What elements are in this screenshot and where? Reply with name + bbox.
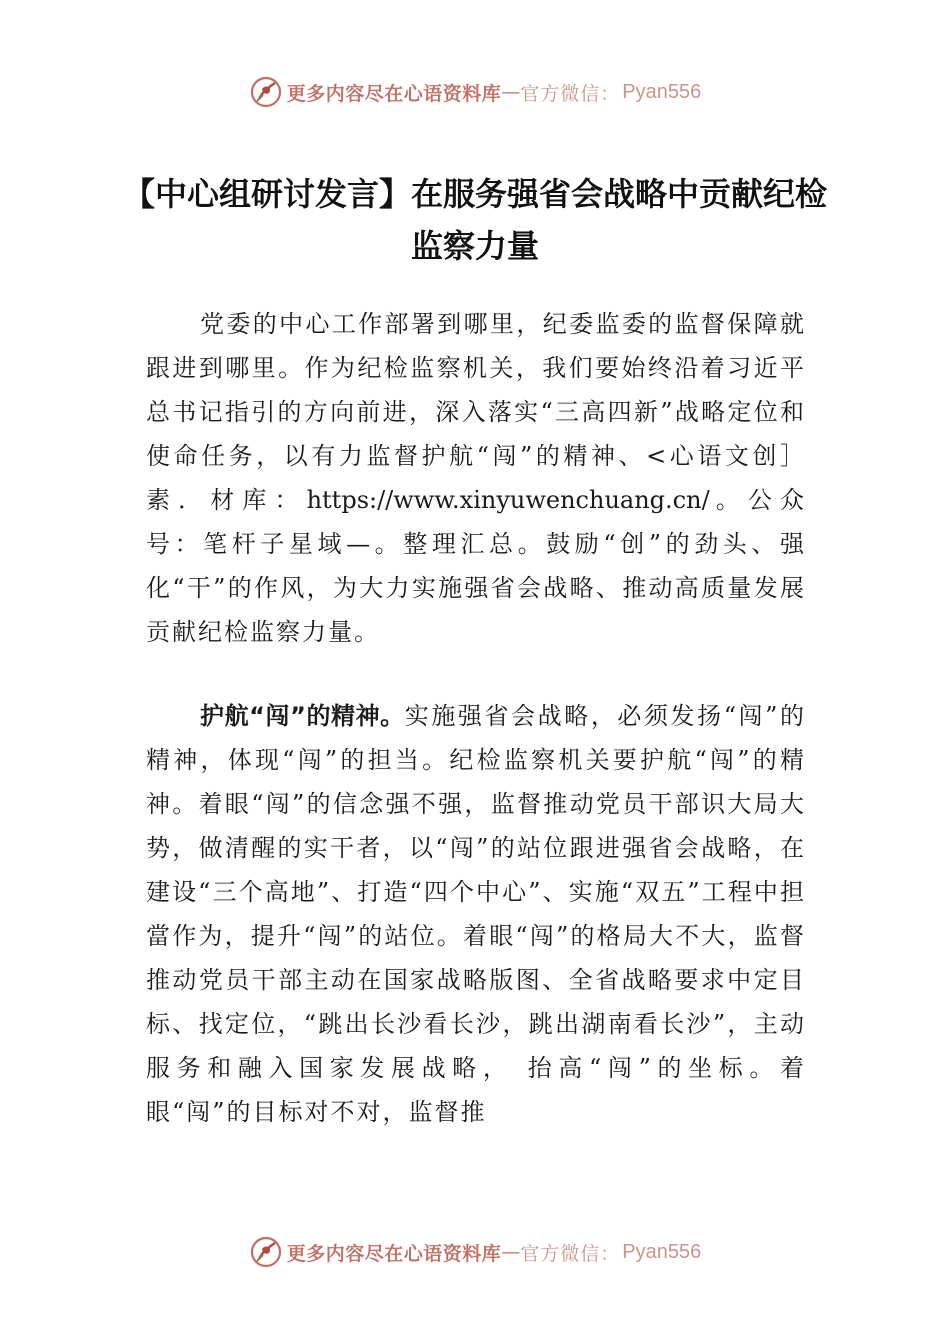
section-1-body: 实施强省会战略，必须发扬“闯”的精神，体现“闯”的担当。纪检监察机关要护航“闯”的精神。着眼“闯”的信念强不强，监督推动党员干部识大局大势，做清醒的实干者，以“闯”的站位跟进强省会战略，在建设“三个高地”、打造“四个中心”、实施“双五”工程中担當作为，提升“闯”的站位。着眼“闯”的格局大不大，监督推动党员干部主动在国家战略版图、全省战略要求中定目标、找定位，“跳出长沙看长沙，跳出湖南看长沙”，主动服务和融入国家发展战略， 抬高“闯”的坐标。着眼“闯”的目标对不对，监督推 [146, 702, 806, 1126]
paragraph-intro-url: https://www.xinyuwenchuang.cn/ [306, 486, 710, 514]
section-1-heading: 护航“闯”的精神。 [200, 702, 405, 730]
rose-logo-icon [249, 1235, 283, 1269]
paragraph-intro [146, 302, 806, 654]
watermark-wechat-account: Pyan556 [622, 1240, 702, 1263]
document-title: 【中心组研讨发言】在服务强省会战略中贡献纪检监察力量 [122, 175, 827, 265]
footer-watermark [0, 1232, 950, 1272]
rose-logo-icon [249, 75, 283, 109]
watermark-wechat-label: 官方微信： [520, 82, 621, 105]
watermark-separator: — [501, 1241, 521, 1263]
watermark-wechat-account: Pyan556 [622, 80, 702, 103]
paragraph-intro-text-a: 党委的中心工作部署到哪里，纪委监委的监督保障就跟进到哪里。作为纪检监察机关，我们要始终沿着习近平总书记指引的方向前进，深入落实“三高四新”战略定位和使命任务，以有力监督护航“闯”的精神、<心语文创］素．材库： [146, 310, 806, 514]
paragraph-intro-text-b: 。公众号：笔杆子星域—。整理汇总。鼓励“创”的劲头、强化“干”的作风，为大力实施强省会战略、推动高质量发展贡献纪检监察力量。 [146, 486, 807, 646]
watermark-separator: — [501, 81, 521, 103]
paragraph-section-1 [146, 694, 806, 1134]
watermark-brand: 更多内容尽在心语资料库 [286, 82, 502, 105]
watermark-brand: 更多内容尽在心语资料库 [286, 1242, 502, 1265]
watermark-wechat-label: 官方微信： [520, 1242, 621, 1265]
header-watermark [0, 72, 950, 112]
